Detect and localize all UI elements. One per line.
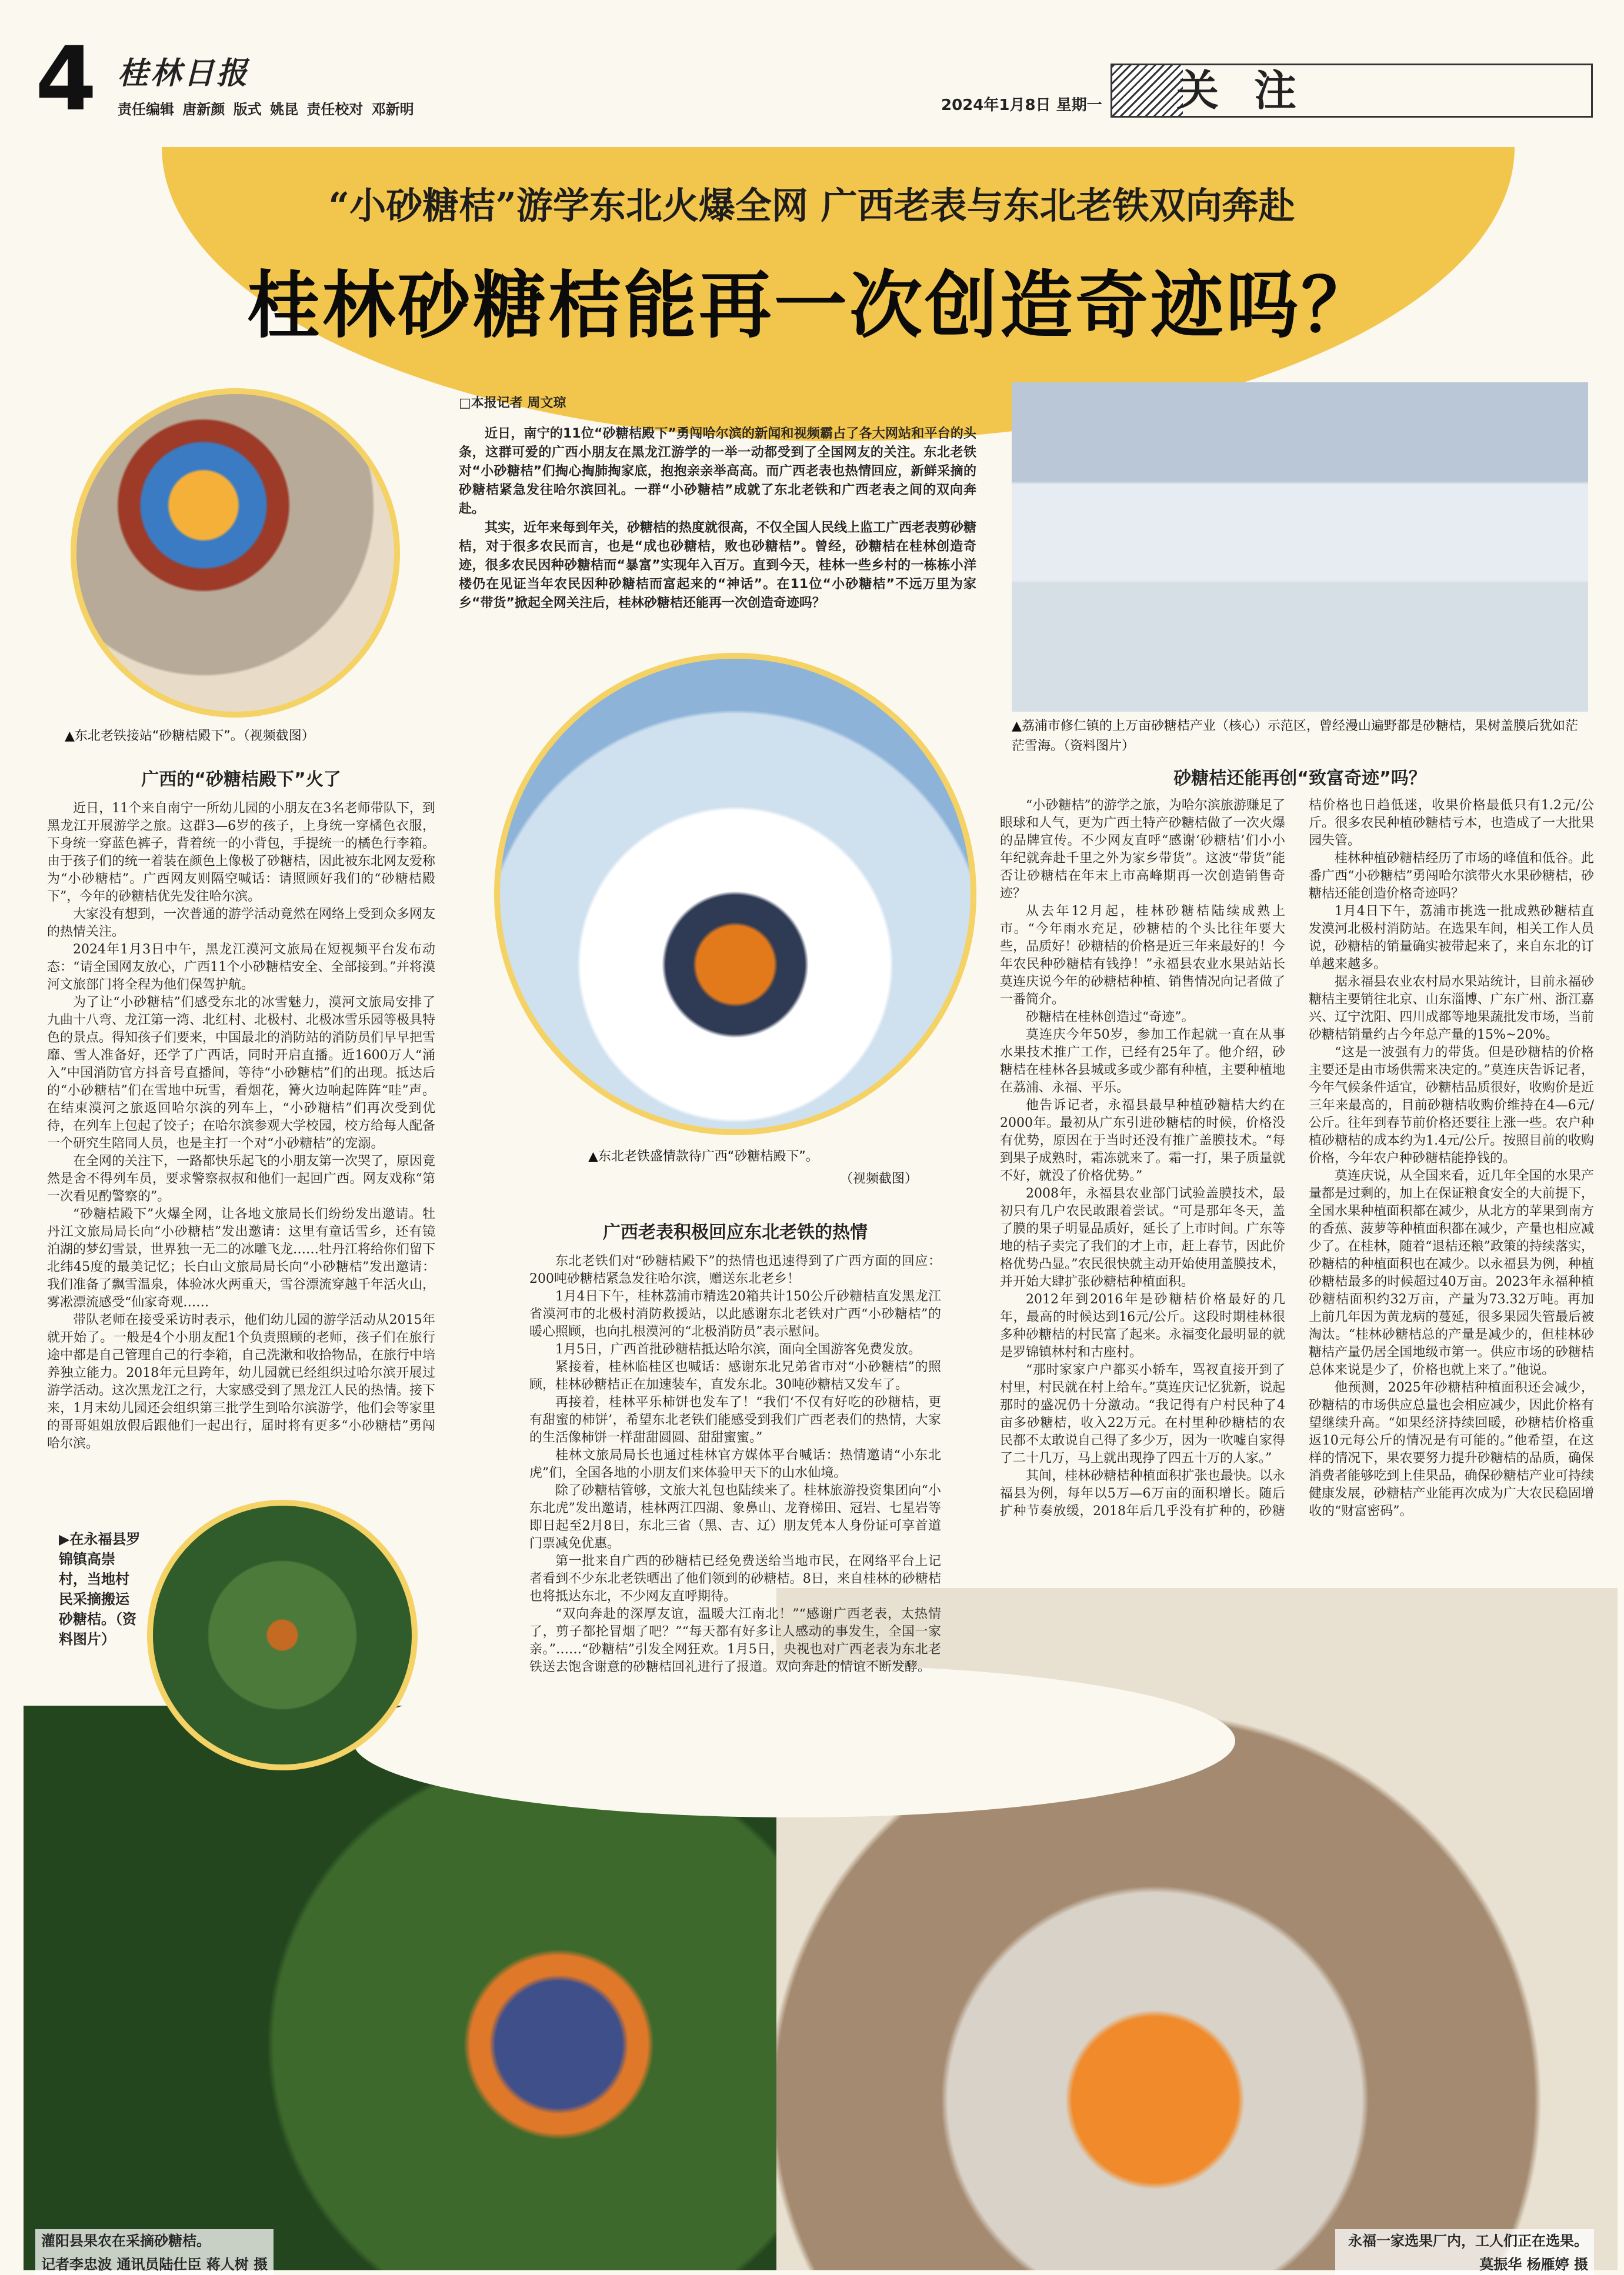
lead-para: 其实，近年来每到年关，砂糖桔的热度就很高，不仅全国人民线上监工广西老表剪砂糖桔，对于很多农民而言，也是“成也砂糖桔，败也砂糖桔”。曾经，砂糖桔在桂林创造奇迹，很多农民因种砂糖桔而“暴富”实现年入百万。直到今天，桂林一些乡村的一栋栋小洋楼仍在见证当年农民因种砂糖桔而富起来的“神话”。在11位“小砂糖桔”不远万里为家乡“带货”掀起全网关注后，桂林砂糖桔还能再一次创造奇迹吗？ [459, 521, 977, 611]
section-name: 关注 [1176, 65, 1332, 115]
main-headline: 桂林砂糖桔能再一次创造奇迹吗？ [246, 263, 1376, 348]
paragraph: 2008年，永福县农业部门试验盖膜技术，最初只有几户农民敢跟着尝试。“可是那年冬天，盖了膜的果子明显品质好，延长了上市时间。广东等地的桔子卖完了我们的才上市，赶上春节，因此价格优势凸显。”农民很快就主动开始使用盖膜技术，并开始大肆扩张砂糖桔种植面积。 [1000, 1186, 1285, 1289]
paragraph: 紧接着，桂林临桂区也喊话：感谢东北兄弟省市对“小砂糖桔”的照顾，桂林砂糖桔正在加速装车，直发东北。30吨砂糖桔又发车了。 [529, 1360, 941, 1392]
caption-photo6-line2: 莫振华 杨雁婷 摄 [1335, 2253, 1594, 2275]
paragraph: 再接着，桂林平乐柿饼也发车了！“我们‘不仅有好吃的砂糖桔，更有甜蜜的柿饼’，希望东北老铁们能感受到我们广西老表们的热情，大家的生活像柿饼一样甜甜圆圆、甜甜蜜蜜。” [529, 1395, 941, 1445]
paragraph: 第一批来自广西的砂糖桔已经免费送给当地市民，在网络平台上记者看到不少东北老铁晒出了他们领到的砂糖桔。8日，来自桂林的砂糖桔也将抵达东北，不少网友直呼期待。 [529, 1554, 941, 1604]
caption-photo3: ▲荔浦市修仁镇的上万亩砂糖桔产业（核心）示范区，曾经漫山遍野都是砂糖桔，果树盖膜后犹如茫茫雪海。（资料图片） [1012, 719, 1578, 753]
article-col34 [1000, 797, 1594, 1667]
newspaper-name: 桂林日报 [118, 55, 250, 91]
paragraph: 从去年12月起，桂林砂糖桔陆续成熟上市。“今年雨水充足，砂糖桔的个头比往年要大些，品质好！砂糖桔的价格是近三年来最好的！今年农民种砂糖桔有钱挣！”永福县农业水果站站长莫连庆说今年的砂糖桔种植、销售情况向记者做了一番简介。 [1000, 904, 1285, 1007]
paragraph: “这是一波强有力的带货。但是砂糖桔的价格主要还是由市场供需来决定的。”莫连庆告诉记者，今年气候条件适宜，砂糖桔品质很好，收购价是近三年来最高的，目前砂糖桔收购价维持在4—6元/公斤。往年到春节前价格还要往上涨一些。农户种植砂糖桔的成本约为1.4元/公斤。按照目前的收购价格，今年农户种砂糖桔能挣钱的。 [1309, 1045, 1594, 1166]
paragraph: 2024年1月3日中午，黑龙江漠河文旅局在短视频平台发布动态：“请全国网友放心，广西11个小砂糖桔安全、全部接到。”并将漠河文旅部门将全程为他们保驾护航。 [47, 942, 435, 992]
paragraph: 带队老师在接受采访时表示，他们幼儿园的游学活动从2015年就开始了。一般是4个小朋友配1个负责照顾的老师，孩子们在旅行途中都是自己管理自己的行李箱，自己洗漱和收拾物品，在旅行中培养独立能力。2018年元旦跨年，幼儿园就已经组织过哈尔滨开展过游学活动。这次黑龙江之行，大家感受到了黑龙江人民的热情。接下来，1月末幼儿园还会组织第三批学生到哈尔滨游学，他们会等家里的哥哥姐姐放假后跟他们一起出行，届时将有更多“小砂糖桔”勇闯哈尔滨。 [47, 1313, 435, 1451]
paragraph: 1月4日下午，桂林荔浦市精选20箱共计150公斤砂糖桔直发黑龙江省漠河市的北极村消防救援站，以此感谢东北老铁对广西“小砂糖桔”的暖心照顾，也向扎根漠河的“北极消防员”表示慰问。 [529, 1289, 941, 1339]
paragraph: 在全网的关注下，一路都快乐起飞的小朋友第一次哭了，原因竟然是舍不得列车员，要求警察叔叔和他们一起回广西。网友戏称“第一次看见酌警察的”。 [47, 1154, 435, 1204]
paragraph: 莫连庆说，从全国来看，近几年全国的水果产量都是过剩的，加上在保证粮食安全的大前提下，全国水果种植面积都在减少，从北方的苹果到南方的香蕉、菠萝等种植面积都在减少，产量也相应减少了。在桂林，随着“退桔还粮”政策的持续落实，砂糖桔的种植面积也在减少。以永福县为例，种植砂糖桔最多的时候超过40万亩。2023年永福种植砂糖桔面积约32万亩，产量为73.32万吨。再加上前几年因为黄龙病的蔓延，很多果园失管最后被淘汰。“桂林砂糖桔总的产量是减少的，但桂林砂糖桔产量仍居全国地级市第一。供应市场的砂糖桔总体来说是少了，价格也就上来了。”他说。 [1309, 1169, 1594, 1377]
paragraph: “砂糖桔殿下”火爆全网，让各地文旅局长们纷纷发出邀请。牡丹江文旅局局长向“小砂糖桔”发出邀请：这里有童话雪乡，还有镜泊湖的梦幻雪景，世界独一无二的冰雕飞龙……牡丹江将给你们留下北纬45度的最美记忆；长白山文旅局局长向“小砂糖桔”发出邀请：我们准备了飘雪温泉，体验冰火两重天，雪谷漂流穿越千年活火山，雾凇漂流感受“仙家奇观…… [47, 1207, 435, 1310]
editors-line: 责任编辑 唐新颜 版式 姚昆 责任校对 邓新明 [118, 101, 414, 118]
paragraph: 砂糖桔在桂林创造过“奇迹”。 [1026, 1010, 1195, 1025]
lead-text [459, 425, 976, 613]
paragraph: 据永福县农业农村局水果站统计，目前永福砂糖桔主要销往北京、山东淄博、广东广州、浙江嘉兴、辽宁沈阳、四川成都等地果蔬批发市场，当前砂糖桔销量约占今年总产量的15%~20%。 [1309, 975, 1594, 1042]
article-col1 [47, 800, 435, 1494]
paragraph: 除了砂糖桔管够，文旅大礼包也陆续来了。桂林旅游投资集团向“小东北虎”发出邀请，桂林两江四湖、象鼻山、龙脊梯田、冠岩、七星岩等即日起至2月8日，东北三省（黑、吉、辽）朋友凭本人身份证可享首道门票减免优惠。 [529, 1483, 941, 1551]
photo-snow-kids [494, 653, 976, 1135]
caption-photo2: ▲东北老铁盛情款待广西“砂糖桔殿下”。 [588, 1149, 819, 1164]
caption-photo6 [1335, 2229, 1594, 2275]
caption-photo5 [35, 2229, 274, 2275]
paragraph: 1月4日下午，荔浦市挑选一批成熟砂糖桔直发漠河北极村消防站。在选果车间，相关工作人员说，砂糖桔的销量确实被带起来了，来自东北的订单越来越多。 [1309, 904, 1594, 972]
kicker-headline: “小砂糖桔”游学东北火爆全网 广西老表与东北老铁双向奔赴 [328, 184, 1295, 227]
paragraph: 为了让“小砂糖桔”们感受东北的冰雪魅力，漠河文旅局安排了九曲十八弯、龙江第一湾、北红村、北极村、北极冰雪乐园等极具特色的景点。得知孩子们要来，中国最北的消防站的消防员们早早把雪靡、雪人准备好，还学了广西话，同时开启直播。近1600万人“涌入”中国消防官方抖音号直播间，等待“小砂糖桔”们的出现。抵达后的“小砂糖桔”们在雪地中玩雪，看烟花，篝火边响起阵阵“哇”声。在结束漠河之旅返回哈尔滨的列车上，“小砂糖桔”们再次受到优待，在列车上包起了饺子；在哈尔滨参观大学校园，校方给每人配备一个研究生陪同人员，也是主打一个对“小砂糖桔”的宠溺。 [47, 995, 435, 1151]
caption-photo1: ▲东北老铁接站“砂糖桔殿下”。（视频截图） [65, 729, 315, 743]
paragraph: 莫连庆今年50岁，参加工作起就一直在从事水果技术推广工作，已经有25年了。他介绍，砂糖桔在桂林各县城或多或少都有种植，主要种植地在荔浦、永福、平乐。 [1000, 1028, 1285, 1095]
photo-harvest-carry [147, 1500, 418, 1770]
byline: □本报记者 周文琼 [459, 396, 566, 411]
paragraph: “双向奔赴的深厚友谊，温暖大江南北！”“感谢广西老表，太热情了，剪子都抡冒烟了吧？”“每天都有好多让人感动的事发生，全国一家亲。”……“砂糖桔”引发全网狂欢。1月5日，央视也对广西老表为东北老铁送去饱含谢意的砂糖桔回礼进行了报道。双向奔赴的情谊不断发酵。 [529, 1607, 941, 1674]
paragraph: 桂林种植砂糖桔经历了市场的峰值和低谷。此番广西“小砂糖桔”勇闯哈尔滨带火水果砂糖桔，砂糖桔还能创造价格奇迹吗？ [1309, 851, 1594, 901]
caption-photo5-line2: 记者李忠波 通讯员陆仕臣 蒋人树 摄 [35, 2253, 274, 2275]
caption-photo4: ▶在永福县罗锦镇高崇村，当地村民采摘搬运砂糖桔。（资料图片） [59, 1531, 141, 1647]
paragraph: 近日，11个来自南宁一所幼儿园的小朋友在3名老师带队下，到黑龙江开展游学之旅。这群3—6岁的孩子，上身统一穿橘色衣服，下身统一穿蓝色裤子，背着统一的小背包，手提统一的橘色行李箱。由于孩子们的统一着装在颜色上像极了砂糖桔，因此被东北网友爱称为“小砂糖桔”。广西网友则隔空喊话：请照顾好我们的“砂糖桔殿下”，今年的砂糖桔优先发往哈尔滨。 [47, 801, 435, 904]
paragraph: “小砂糖桔”的游学之旅，为哈尔滨旅游赚足了眼球和人气，更为广西土特产砂糖桔做了一次火爆的品牌宣传。不少网友直呼“感谢‘砂糖桔’们小小年纪就奔赴千里之外为家乡带货”。这波“带货”能否让砂糖桔在年末上市高峰期再一次创造销售奇迹？ [1000, 798, 1285, 901]
page-number: 4 [35, 28, 97, 131]
subhead-col34: 砂糖桔还能再创“致富奇迹”吗？ [1173, 768, 1426, 789]
date-line: 2024年1月8日 星期一 [941, 96, 1102, 114]
paragraph: 桂林文旅局局长也通过桂林官方媒体平台喊话：热情邀请“小东北虎”们，全国各地的小朋友们来体验甲天下的山水仙境。 [529, 1448, 941, 1480]
paragraph: 大家没有想到，一次普通的游学活动竟然在网络上受到众多网友的热情关注。 [47, 907, 435, 939]
photo-orchard-snow-film [1012, 382, 1588, 712]
section-bar-stripe [1112, 65, 1183, 116]
paragraph: 他预测，2025年砂糖桔种植面积还会减少，砂糖桔的市场供应总量也会相应减少，因此价格有望继续升高。“如果经济持续回暖，砂糖桔价格重返10元每公斤的情况是有可能的。”他希望，在这样的情况下，果农要努力提升砂糖桔的品质，确保消费者能够吃到上佳果品，确保砂糖桔产业可持续健康发展，砂糖桔产业能再次成为广大农民稳固增收的“财富密码”。 [1309, 1380, 1594, 1519]
caption-photo2-credit: （视频截图） [839, 1172, 918, 1186]
paragraph: 2012年到2016年是砂糖桔价格最好的几年，最高的时候达到16元/公斤。这段时期桂林很多种砂糖桔的村民富了起来。永福变化最明显的就是罗锦镇林村和古座村。 [1000, 1292, 1285, 1360]
subhead-col1: 广西的“砂糖桔殿下”火了 [141, 769, 341, 790]
paragraph: 其间，桂林砂糖桔种植面积扩张也最快。以永福县为例，每年以5万—6万亩的面积增长。随后扩种节奏放缓，2018年后几乎没有扩种的，砂糖桔价格也日趋低迷，收果价格最低只有1.2元/公斤。很多农民种植砂糖桔亏本，也造成了一大批果园失管。 [1000, 798, 1594, 1519]
paragraph: 东北老铁们对“砂糖桔殿下”的热情也迅速得到了广西方面的回应：200吨砂糖桔紧急发往哈尔滨，赠送东北老乡！ [529, 1254, 941, 1286]
caption-photo6-line1: 永福一家选果厂内，工人们正在选果。 [1335, 2229, 1594, 2253]
subhead-col2: 广西老表积极回应东北老铁的热情 [603, 1222, 868, 1243]
paragraph: “那时家家户户都买小轿车，骂衩直接开到了村里，村民就在村上给车。”莫连庆记忆犹新，说起那时的盛况仍十分激动。“我记得有户村民种了4亩多砂糖桔，收入22万元。在村里种砂糖桔的农民都不太敢说自己得了多少万，因为一吹嘘自家得了二十几万，马上就出现挣了四五十万的人家。” [1000, 1363, 1285, 1466]
caption-photo5-line1: 灌阳县果农在采摘砂糖桔。 [35, 2229, 274, 2253]
lead-para: 近日，南宁的11位“砂糖桔殿下”勇闯哈尔滨的新闻和视频霸占了各大网站和平台的头条，这群可爱的广西小朋友在黑龙江游学的一举一动都受到了全国网友的关注。东北老铁对“小砂糖桔”们掏心掏肺掏家底，抱抱亲亲举高高。而广西老表也热情回应，新鲜采摘的砂糖桔紧急发往哈尔滨回礼。一群“小砂糖桔”成就了东北老铁和广西老表之间的双向奔赴。 [459, 426, 976, 516]
paragraph: 1月5日，广西首批砂糖桔抵达哈尔滨，面向全国游客免费发放。 [555, 1342, 921, 1357]
paragraph: 他告诉记者，永福县最早种植砂糖桔大约在2000年。最初从广东引进砂糖桔的时候，价格没有优势，原因在于当时还没有推广盖膜技术。“每到果子成熟时，霜冻就来了。霜一打，果子质量就不好，就没了价格优势。” [1000, 1098, 1285, 1183]
photo-station-welcome [71, 388, 400, 718]
article-col2 [529, 1253, 941, 1764]
